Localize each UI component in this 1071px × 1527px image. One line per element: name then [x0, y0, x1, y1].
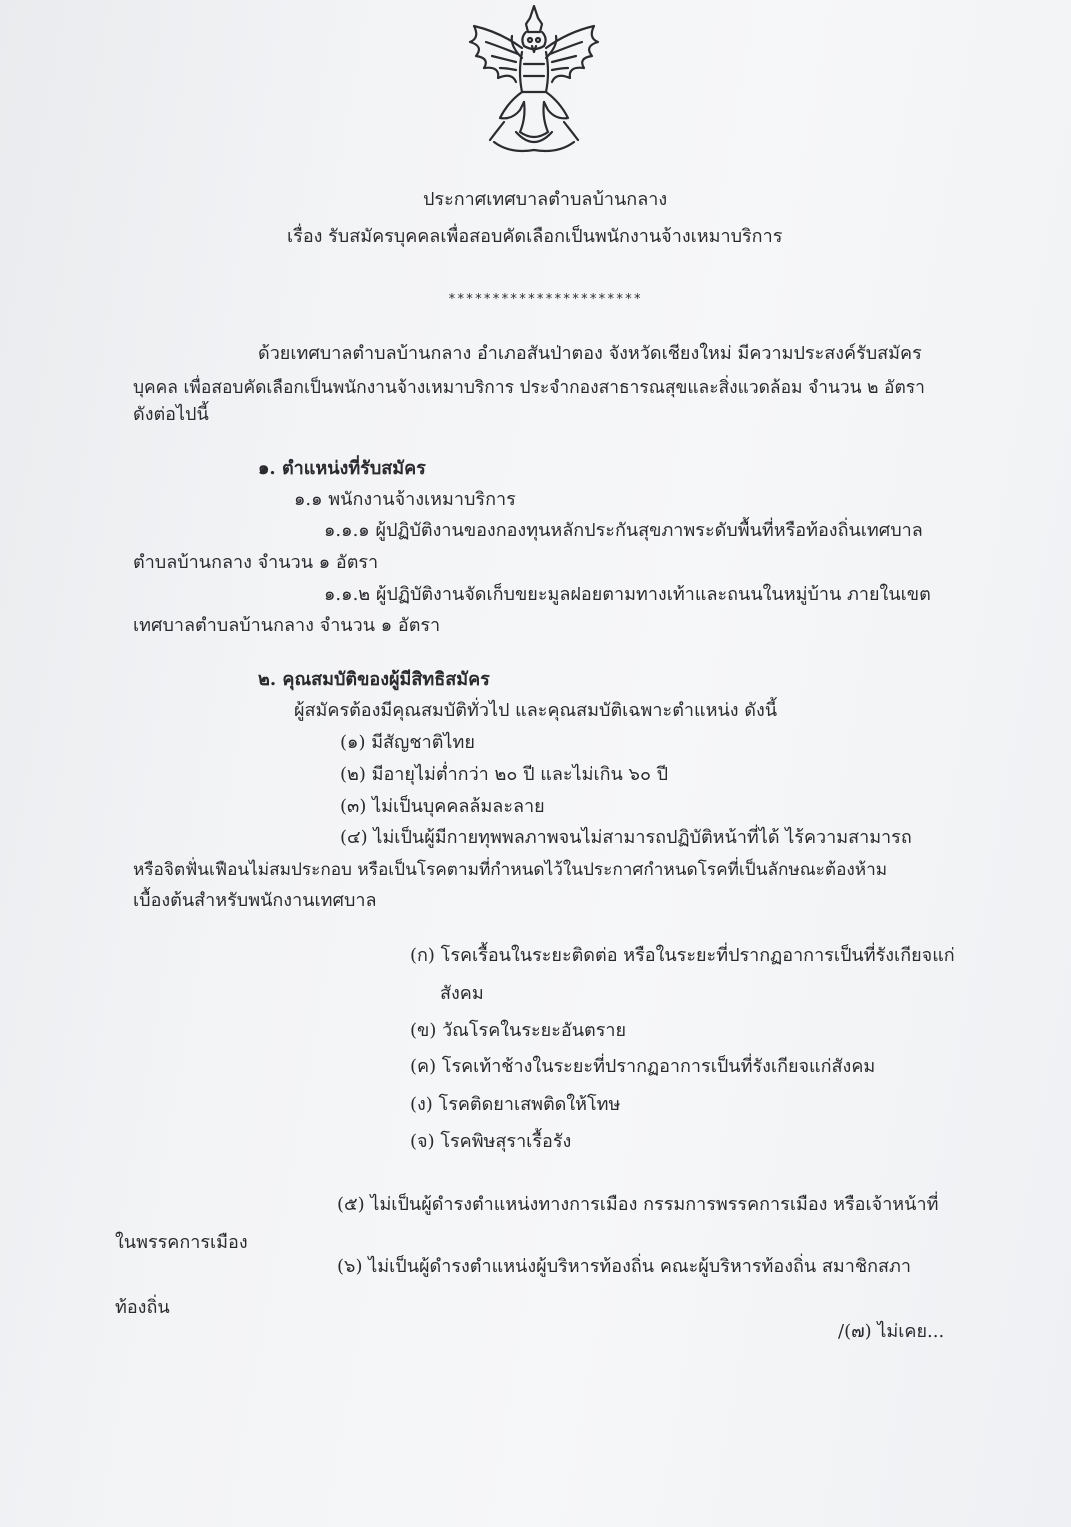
item-1-1-2-line-1: ๑.๑.๒ ผู้ปฏิบัติงานจัดเก็บขยะมูลฝอยตามทางเท้าและถนนในหมู่บ้าน ภายในเขต: [324, 584, 931, 605]
disease-c: (ค) โรคเท้าช้างในระยะที่ปรากฏอาการเป็นที่รังเกียจแก่สังคม: [410, 1056, 876, 1077]
item-1-1-1-line-1: ๑.๑.๑ ผู้ปฏิบัติงานของกองทุนหลักประกันสุขภาพระดับพื้นที่หรือท้องถิ่นเทศบาล: [324, 520, 923, 541]
qualification-1: (๑) มีสัญชาติไทย: [340, 732, 475, 753]
qualification-4-line-2: หรือจิตฟั่นเฟือนไม่สมประกอบ หรือเป็นโรคตามที่กำหนดไว้ในประกาศกำหนดโรคที่เป็นลักษณะต้องห้าม: [133, 860, 888, 880]
section-2-heading: ๒. คุณสมบัติของผู้มีสิทธิสมัคร: [258, 669, 490, 690]
section-1-heading: ๑. ตำแหน่งที่รับสมัคร: [258, 458, 426, 479]
item-1-1-1-line-2: ตำบลบ้านกลาง จำนวน ๑ อัตรา: [133, 552, 379, 573]
qualification-6-line-2: ท้องถิ่น: [115, 1297, 170, 1318]
qualification-4-line-1: (๔) ไม่เป็นผู้มีกายทุพพลภาพจนไม่สามารถปฏิบัติหน้าที่ได้ ไร้ความสามารถ: [340, 827, 912, 848]
intro-line-3: ดังต่อไปนี้: [133, 404, 209, 425]
continuation-note: /(๗) ไม่เคย...: [838, 1321, 945, 1342]
disease-b: (ข) วัณโรคในระยะอันตราย: [410, 1020, 627, 1041]
intro-line-1: ด้วยเทศบาลตำบลบ้านกลาง อำเภอสันป่าตอง จังหวัดเชียงใหม่ มีความประสงค์รับสมัคร: [258, 343, 922, 364]
qualification-4-line-3: เบื้องต้นสำหรับพนักงานเทศบาล: [133, 890, 377, 911]
separator-stars: **********************: [448, 292, 643, 307]
disease-d: (ง) โรคติดยาเสพติดให้โทษ: [410, 1094, 621, 1115]
disease-e: (จ) โรคพิษสุราเรื้อรัง: [410, 1131, 572, 1152]
item-1-1-2-line-2: เทศบาลตำบลบ้านกลาง จำนวน ๑ อัตรา: [133, 615, 441, 636]
qualification-2: (๒) มีอายุไม่ต่ำกว่า ๒๐ ปี และไม่เกิน ๖๐ ปี: [340, 764, 669, 785]
announcement-title: ประกาศเทศบาลตำบลบ้านกลาง: [423, 189, 668, 210]
qualification-5-line-2: ในพรรคการเมือง: [115, 1232, 248, 1253]
intro-line-2: บุคคล เพื่อสอบคัดเลือกเป็นพนักงานจ้างเหมาบริการ ประจำกองสาธารณสุขและสิ่งแวดล้อม จำนวน ๒ อัตรา: [133, 378, 925, 398]
disease-a-line-1: (ก) โรคเรื้อนในระยะติดต่อ หรือในระยะที่ปรากฏอาการเป็นที่รังเกียจแก่: [410, 945, 955, 966]
qualification-5-line-1: (๕) ไม่เป็นผู้ดำรงตำแหน่งทางการเมือง กรรมการพรรคการเมือง หรือเจ้าหน้าที่: [337, 1194, 939, 1215]
qualification-3: (๓) ไม่เป็นบุคคลล้มละลาย: [340, 796, 545, 817]
section-1-1: ๑.๑ พนักงานจ้างเหมาบริการ: [294, 489, 516, 510]
qualification-6-line-1: (๖) ไม่เป็นผู้ดำรงตำแหน่งผู้บริหารท้องถิ่น คณะผู้บริหารท้องถิ่น สมาชิกสภา: [337, 1256, 911, 1277]
section-2-lead: ผู้สมัครต้องมีคุณสมบัติทั่วไป และคุณสมบัติเฉพาะตำแหน่ง ดังนี้: [294, 700, 778, 721]
announcement-subject: เรื่อง รับสมัครบุคคลเพื่อสอบคัดเลือกเป็นพนักงานจ้างเหมาบริการ: [287, 226, 783, 247]
disease-a-line-2: สังคม: [440, 983, 484, 1004]
garuda-emblem-icon: [460, 2, 608, 162]
